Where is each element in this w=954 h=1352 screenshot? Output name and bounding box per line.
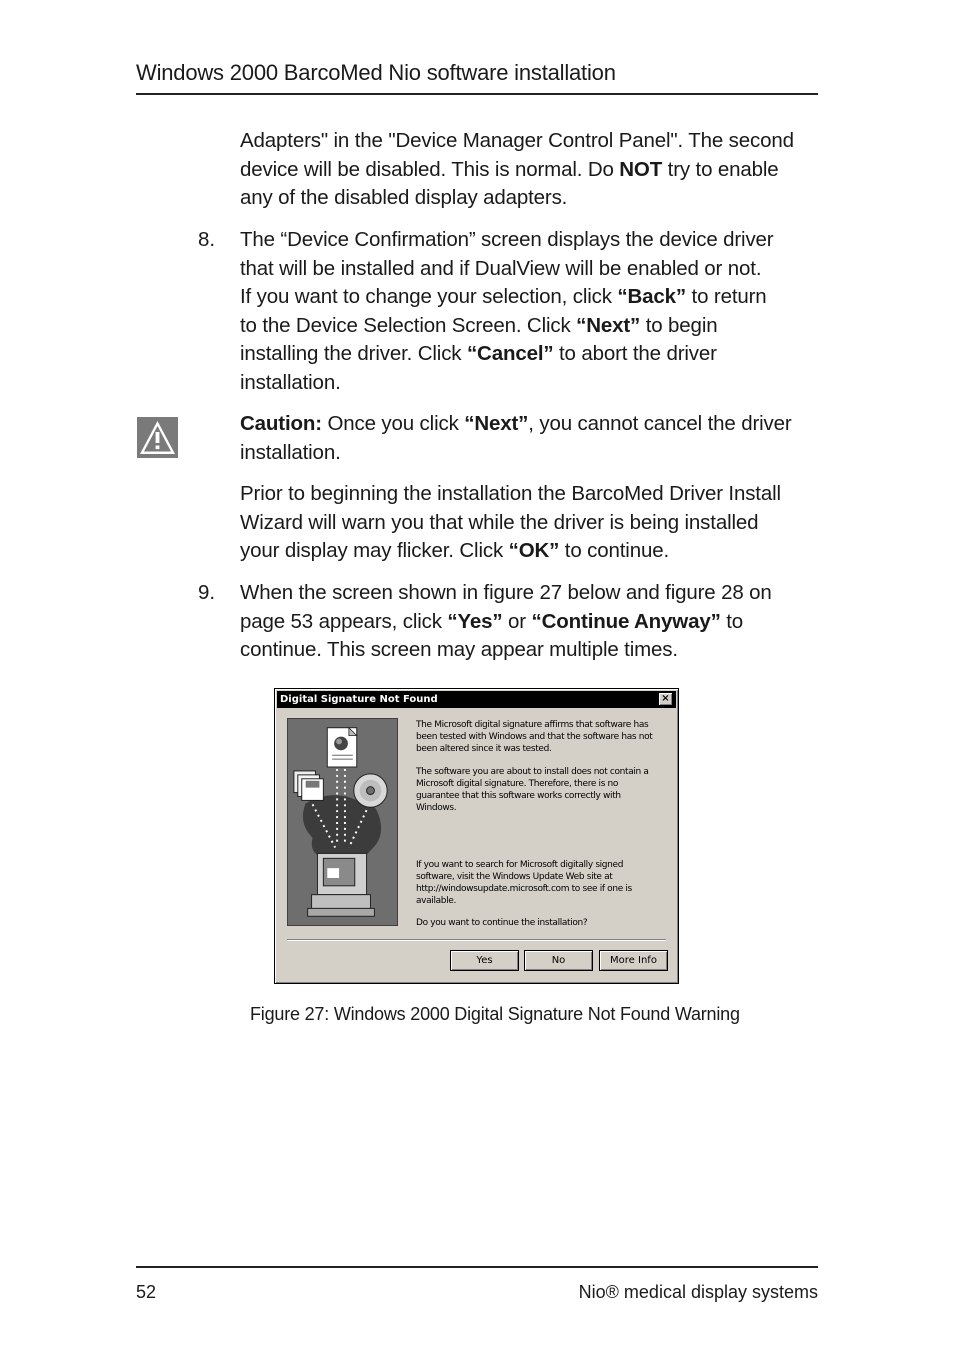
no-button[interactable]: No bbox=[524, 950, 593, 971]
close-icon[interactable]: × bbox=[658, 692, 673, 706]
prior-paragraph: Prior to beginning the installation the BarcoMed Driver Install Wizard will warn you that while the driver is being installed your display may flicker. Click “OK” to continue. bbox=[240, 482, 781, 562]
dialog-titlebar bbox=[277, 691, 676, 708]
figure-caption: Figure 27: Windows 2000 Digital Signature Not Found Warning bbox=[250, 1004, 740, 1024]
header-rule bbox=[136, 93, 818, 95]
caution-label: Caution: bbox=[240, 412, 322, 435]
dialog-paragraph-2: The software you are about to install does not contain a Microsoft digital signature. Therefore, there is no guarantee that this software works correctly with Windows. bbox=[416, 767, 649, 813]
intro-line-1: Adapters" in the "Device Manager Control Panel". The second bbox=[240, 129, 794, 152]
step-8-number: 8. bbox=[198, 228, 216, 251]
intro-paragraph bbox=[240, 127, 825, 213]
intro-line-2: device will be disabled. This is normal. Do NOT try to enable bbox=[240, 157, 779, 181]
page-header-title: Windows 2000 BarcoMed Nio software installation bbox=[136, 60, 616, 85]
more-info-button[interactable]: More Info bbox=[599, 950, 668, 971]
yes-button[interactable]: Yes bbox=[450, 950, 519, 971]
intro-line-3: any of the disabled display adapters. bbox=[240, 186, 568, 209]
dialog-separator bbox=[287, 939, 666, 941]
warning-triangle-icon bbox=[137, 417, 178, 458]
dialog-paragraph-3: If you want to search for Microsoft digitally signed software, visit the Windows Update Web site at http://windowsupdate.microsoft.com to see if one is available. bbox=[416, 860, 632, 906]
digital-signature-dialog bbox=[274, 688, 679, 984]
step-8-paragraph: The “Device Confirmation” screen displays the device driver that will be installed and if DualView will be enabled or not. If you want to change your selection, click “Back” to return to the Device Selection Screen. Click “Next” to begin installing the driver. Click “Cancel” to abort the driver installation. bbox=[240, 228, 774, 394]
step-9-number: 9. bbox=[198, 581, 216, 604]
step-9-paragraph: When the screen shown in figure 27 below and figure 28 on page 53 appears, click “Yes” or “Continue Anyway” to continue. This screen may appear multiple times. bbox=[240, 581, 772, 661]
driver-install-illustration-icon bbox=[287, 718, 398, 926]
caution-paragraph: Caution: Once you click “Next”, you cannot cancel the driver installation. bbox=[240, 412, 792, 464]
dialog-paragraph-1: The Microsoft digital signature affirms that software has been tested with Windows and that the software has not been altered since it was tested. bbox=[416, 720, 653, 754]
dialog-question: Do you want to continue the installation? bbox=[416, 918, 588, 928]
footer-rule bbox=[136, 1266, 818, 1268]
page-number: 52 bbox=[136, 1282, 157, 1302]
dialog-title: Digital Signature Not Found bbox=[280, 694, 438, 705]
footer-product: Nio® medical display systems bbox=[578, 1282, 818, 1302]
